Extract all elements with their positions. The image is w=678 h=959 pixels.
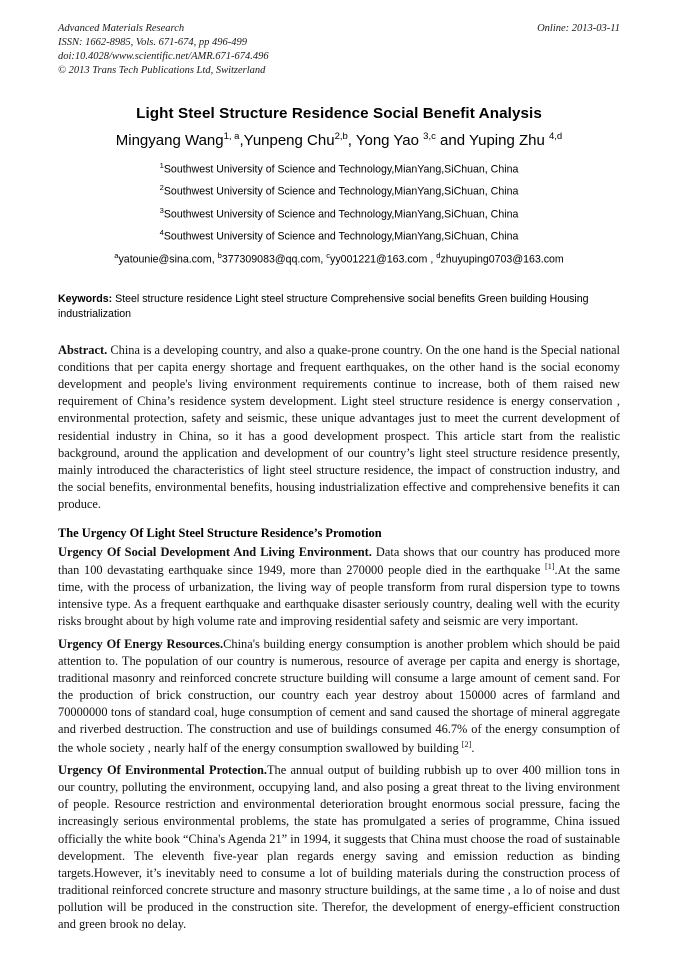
paragraph-text: The annual output of building rubbish up to over 400 million tons in our country, polluting the environment, occupying land, and also posing a great threat to the living environment of people. Resource restriction and environmental deterioration brought enormous social pressure, facing the increasingly serious environmental problems, the state has promulgated a series of programme, China issued officially the white book “China's Agenda 21” in 1994, it suggests that China must choose the road of sustainable development. The eleventh five-year plan regards energy saving and emission reduction as binding targets.However, it’s inevitably need to consume a lot of building materials during the construction process of traditional reinforced concrete structure and masonry structure buildings, at the same time , a lo of noise and dust pollution will be produced in the construction site. Therefor, the development of energy-efficient construction and green brook no delay.: [58, 762, 620, 932]
online-publication-date: Online: 2013-03-11: [537, 23, 620, 34]
paragraph-text: .At the same time, with the process of urbanization, the living way of people transform from rural dispersion type to towns intensive type. As a frequent earthquake and earthquake disaster seriously country, dealing well with the ecurity risks brought about by high volume rate and improving residential safety and seismic are very important.: [58, 562, 620, 629]
affiliation-marker: 1: [159, 161, 164, 171]
citation-reference[interactable]: [2]: [461, 739, 472, 749]
author-affiliation-marker: 2,b: [334, 131, 348, 143]
keywords-label: Keywords:: [58, 292, 113, 305]
email-list: [58, 251, 620, 266]
citation-reference[interactable]: [1]: [545, 561, 555, 571]
affiliation-text: Southwest University of Science and Technology,MianYang,SiChuan, China: [163, 163, 519, 176]
affiliation-list: [58, 161, 620, 242]
journal-header-left: [58, 22, 488, 77]
email-address[interactable]: yatounie@sina.com,: [118, 253, 215, 266]
affiliation-text: Southwest University of Science and Technology,MianYang,SiChuan, China: [163, 186, 519, 198]
affiliation-text: Southwest University of Science and Technology,MianYang,SiChuan, China: [163, 230, 519, 243]
author-affiliation-marker: 1, a: [223, 131, 240, 143]
affiliation-item: [58, 228, 620, 243]
author-separator: ,: [239, 132, 244, 150]
body-paragraph: [58, 636, 620, 757]
page-title: Light Steel Structure Residence Social Benefit Analysis: [136, 105, 542, 123]
email-marker: d: [436, 251, 441, 261]
email-marker: b: [217, 251, 222, 261]
journal-doi-line: doi:10.4028/www.scientific.net/AMR.671-674.496: [58, 50, 269, 62]
author-affiliation-marker: 3,c: [423, 131, 436, 143]
email-marker: a: [114, 251, 119, 261]
affiliation-item: [58, 183, 620, 198]
keywords-block: [58, 292, 620, 322]
journal-issn-line: ISSN: 1662-8985, Vols. 671-674, pp 496-499: [58, 36, 247, 48]
author-name: Yunpeng Chu: [243, 132, 335, 150]
author-list: [58, 131, 620, 149]
keywords-text: Steel structure residence Light steel structure Comprehensive social benefits Green building Housing industrialization: [58, 292, 589, 320]
author-name: Yuping Zhu: [468, 132, 549, 150]
affiliation-item: [58, 206, 620, 221]
body-paragraph: [58, 762, 620, 934]
abstract-label: Abstract.: [58, 342, 108, 357]
body-paragraph: [58, 544, 620, 631]
paragraph-lead-in: Urgency Of Energy Resources.: [58, 636, 224, 651]
paragraph-text: .: [471, 740, 475, 755]
author-affiliation-marker: 4,d: [549, 131, 563, 143]
journal-header: [58, 22, 620, 77]
affiliation-marker: 4: [159, 227, 164, 237]
affiliation-marker: 3: [159, 205, 164, 215]
email-address[interactable]: 377309083@qq.com,: [221, 253, 324, 266]
author-name: Yong Yao: [355, 132, 424, 150]
paragraph-text: China's building energy consumption is another problem which should be paid attention to. The population of our country is numerous, resource of average per capita and energy is shortage, traditional masonry and reinforced concrete structure building will consume a large amount of cement sand. For the production of brick construction, our country each year destroy about 150000 acres of farmland and 70000000 tons of standard coal, huge consumption of cement and sand caused the shortage of mineral aggregate and riverbed destruction. The construction and use of buildings consumed 46.7% of the energy consumption of the whole society , nearly half of the energy consumption swallowed by building: [58, 636, 620, 755]
email-address[interactable]: zhuyuping0703@163.com: [440, 253, 564, 266]
email-marker: c: [326, 251, 331, 261]
paragraph-lead-in: Urgency Of Environmental Protection.: [58, 762, 267, 777]
author-separator: and: [435, 132, 469, 150]
affiliation-marker: 2: [159, 183, 164, 193]
paragraph-lead-in: Urgency Of Social Development And Living Environment.: [58, 544, 372, 559]
author-separator: ,: [347, 132, 356, 150]
abstract-text: China is a developing country, and also a quake-prone country. On the one hand is the Special national conditions that per capita energy shortage and frequent earthquakes, on the other hand is the social economy development and people's living environment requirements continue to increase, both of them raised new requirement of China’s residence system development. Light steel structure residence is energy conservation , environmental protection, safety and seismic, these unique advantages just to meet the current development of residential industry in China, so it has a good development prospect. This article start from the realistic background, around the application and development of our country’s light steel structure residence presently, mainly introduced the characteristics of light steel structure residence, the impact of construction industry, and the social benefits, environmental benefits, housing industrialization effective and comprehensive benefits it can produce.: [58, 342, 620, 512]
paragraph-text: Data shows that our country has produced more than 100 devastating earthquake since 1949, more than 270000 people died in the earthquake: [58, 544, 620, 577]
author-name: Mingyang Wang: [115, 132, 224, 150]
affiliation-item: [58, 161, 620, 176]
journal-name: Advanced Materials Research: [58, 23, 185, 34]
email-address[interactable]: yy001221@163.com ,: [330, 253, 434, 266]
affiliation-text: Southwest University of Science and Technology,MianYang,SiChuan, China: [163, 208, 519, 221]
journal-copyright-line: © 2013 Trans Tech Publications Ltd, Switzerland: [58, 64, 266, 76]
section-heading: The Urgency Of Light Steel Structure Residence’s Promotion: [58, 526, 382, 541]
body-paragraphs: [58, 544, 620, 934]
abstract-block: [58, 342, 620, 514]
